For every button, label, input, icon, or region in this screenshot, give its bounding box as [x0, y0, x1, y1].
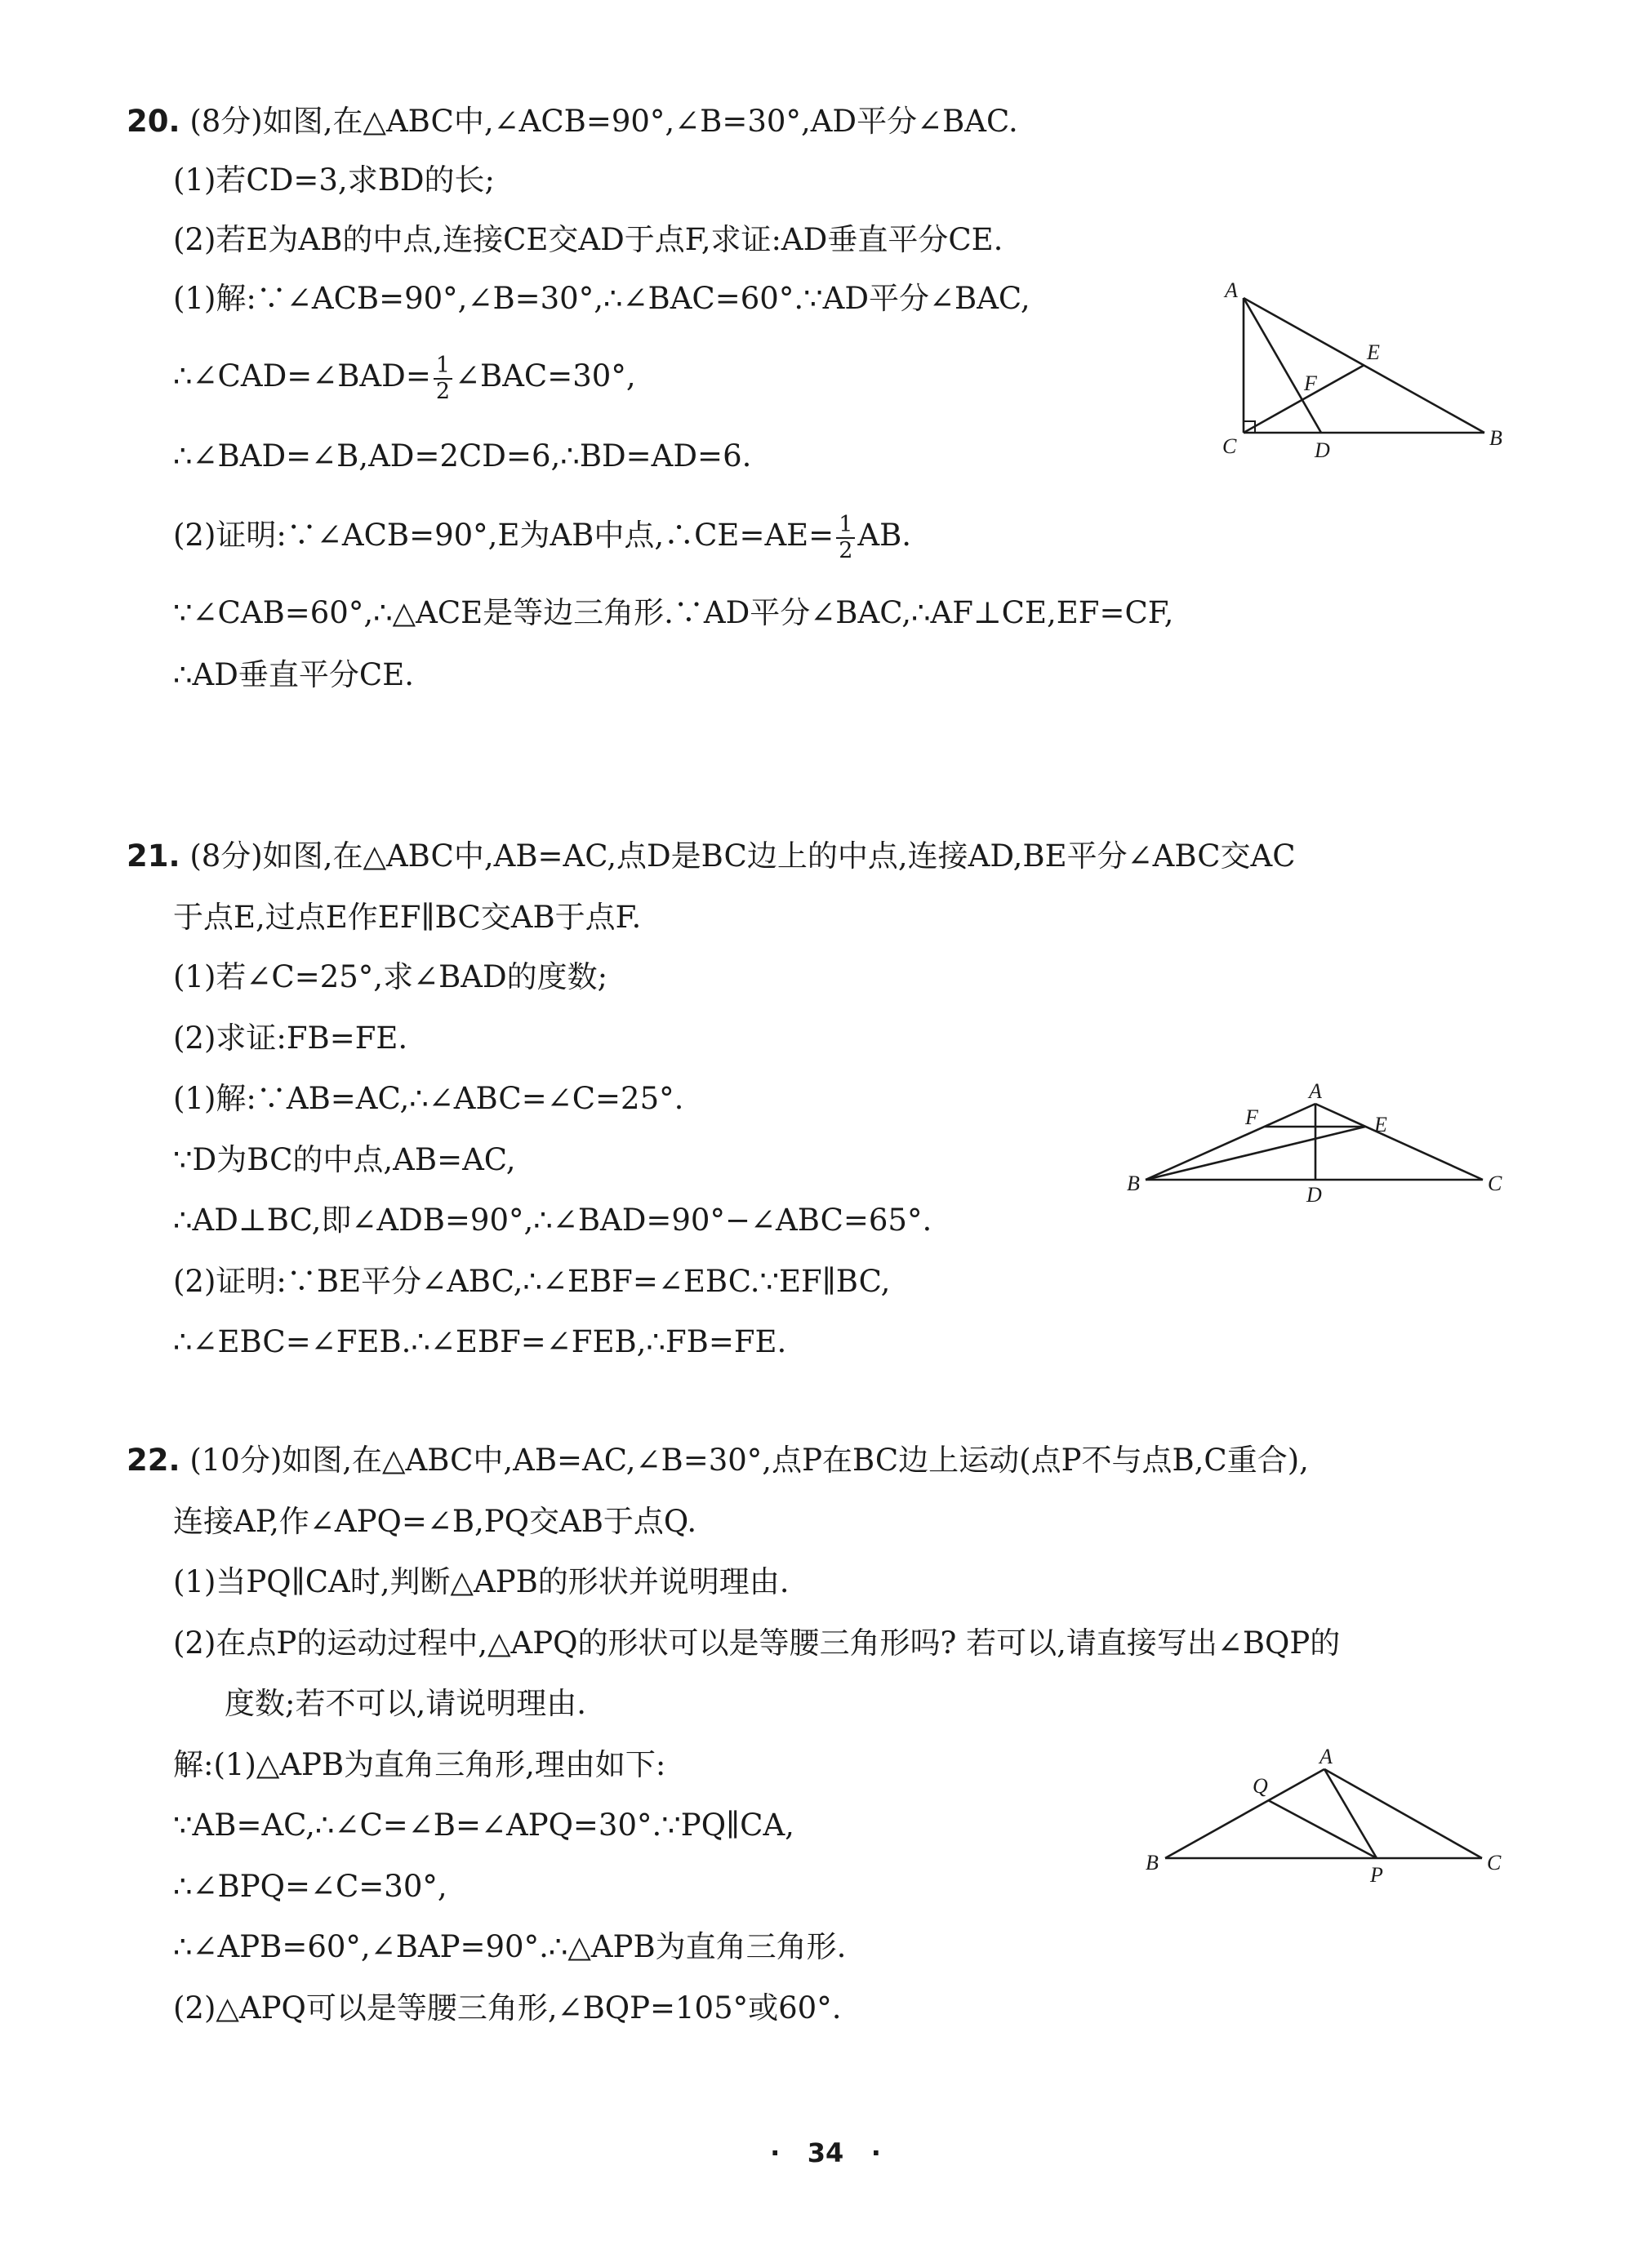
page-number-dot-left: · [770, 2137, 781, 2168]
q21-part1: (1)若∠C=25°,求∠BAD的度数; [173, 959, 608, 994]
q22-label-P: P [1370, 1863, 1383, 1887]
q20-sol2-pre: ∴∠CAD=∠BAD= [173, 358, 431, 394]
page-number-dot-right: · [870, 2137, 881, 2168]
q20-solution-line-6: ∴AD垂直平分CE. [173, 657, 415, 692]
q21-segment-AB [1146, 1104, 1315, 1180]
q20-sol4-post: AB. [857, 518, 912, 553]
q20-sol4-pre: (2)证明:∵∠ACB=90°,E为AB中点,∴CE=AE= [173, 518, 834, 553]
q22-part2: (2)在点P的运动过程中,△APQ的形状可以是等腰三角形吗? 若可以,请直接写出∠BQP的 [173, 1625, 1341, 1661]
q21-triangle-figure [1119, 1070, 1527, 1208]
q20-stem: (8分)如图,在△ABC中,∠ACB=90°,∠B=30°,AD平分∠BAC. [189, 104, 1018, 139]
q20-label-B: B [1489, 426, 1502, 450]
q22-solution-line-1: 解:(1)△APB为直角三角形,理由如下: [173, 1747, 666, 1782]
q22-triangle-figure [1127, 1739, 1527, 1886]
q22-part2-continued: 度数;若不可以,请说明理由. [225, 1686, 586, 1721]
q22-part1: (1)当PQ∥CA时,判断△APB的形状并说明理由. [173, 1564, 790, 1599]
q21-label-D: D [1306, 1183, 1322, 1207]
page-number [0, 2137, 1651, 2168]
q21-solution-line-5: ∴∠EBC=∠FEB.∴∠EBF=∠FEB,∴FB=FE. [173, 1324, 787, 1359]
q20-label-D: D [1315, 438, 1330, 462]
q22-number: 22. [127, 1443, 180, 1478]
q22-segment-AB [1165, 1769, 1324, 1858]
q20-number: 20. [127, 104, 180, 139]
q22-solution-line-3: ∴∠BPQ=∠C=30°, [173, 1869, 447, 1904]
q20-solution-line-5: ∵∠CAB=60°,∴△ACE是等边三角形.∵AD平分∠BAC,∴AF⊥CE,EF=CF, [173, 595, 1174, 630]
q20-triangle-figure [1208, 273, 1519, 461]
q20-segment-AD [1244, 298, 1321, 433]
q22-stem-line [127, 1441, 1309, 1480]
q21-solution-line-2: ∵D为BC的中点,AB=AC, [173, 1142, 516, 1177]
q20-solution-line-2 [173, 347, 636, 406]
q22-stem-continued: 连接AP,作∠APQ=∠B,PQ交AB于点Q. [173, 1504, 697, 1539]
q20-part2: (2)若E为AB的中点,连接CE交AD于点F,求证:AD垂直平分CE. [173, 222, 1004, 257]
q20-sol4-fraction [836, 513, 855, 563]
q20-solution-line-1: (1)解:∵∠ACB=90°,∠B=30°,∴∠BAC=60°.∵AD平分∠BAC, [173, 281, 1030, 316]
q20-solution-line-4 [173, 506, 911, 565]
q22-segment-AC [1324, 1769, 1482, 1858]
q22-solution-line-2: ∵AB=AC,∴∠C=∠B=∠APQ=30°.∵PQ∥CA, [173, 1808, 794, 1843]
q20-label-C: C [1222, 434, 1237, 458]
q21-label-E: E [1374, 1113, 1387, 1136]
q21-label-C: C [1488, 1172, 1502, 1195]
q20-sol2-denominator: 2 [435, 378, 451, 404]
q21-solution-line-1: (1)解:∵AB=AC,∴∠ABC=∠C=25°. [173, 1081, 684, 1116]
q21-label-B: B [1127, 1172, 1140, 1195]
q21-label-A: A [1309, 1079, 1322, 1103]
q20-sol4-denominator: 2 [839, 537, 853, 563]
q21-segment-AC [1315, 1104, 1483, 1180]
q21-solution-line-4: (2)证明:∵BE平分∠ABC,∴∠EBF=∠EBC.∵EF∥BC, [173, 1264, 891, 1299]
q22-label-Q: Q [1253, 1774, 1268, 1798]
q20-sol4-numerator: 1 [836, 513, 855, 539]
q20-label-F: F [1304, 371, 1317, 395]
q20-solution-line-3: ∴∠BAD=∠B,AD=2CD=6,∴BD=AD=6. [173, 438, 752, 474]
q20-label-A: A [1225, 278, 1238, 302]
q21-stem: (8分)如图,在△ABC中,AB=AC,点D是BC边上的中点,连接AD,BE平分∠ABC交AC [189, 838, 1296, 874]
q20-stem-line [127, 102, 1018, 141]
q21-solution-line-3: ∴AD⊥BC,即∠ADB=90°,∴∠BAD=90°−∠ABC=65°. [173, 1203, 932, 1238]
q22-label-B: B [1146, 1851, 1159, 1874]
q22-solution-line-5: (2)△APQ可以是等腰三角形,∠BQP=105°或60°. [173, 1990, 842, 2026]
q21-stem-line [127, 837, 1296, 876]
q20-label-E: E [1367, 340, 1380, 364]
q22-solution-line-4: ∴∠APB=60°,∠BAP=90°.∴△APB为直角三角形. [173, 1929, 847, 1964]
page-number-value: 34 [807, 2137, 844, 2168]
q20-sol2-numerator: 1 [434, 354, 452, 380]
q21-label-F: F [1245, 1105, 1258, 1129]
q22-label-A: A [1319, 1745, 1333, 1768]
q21-segment-BE [1146, 1127, 1365, 1180]
q21-number: 21. [127, 838, 180, 874]
q22-label-C: C [1487, 1851, 1502, 1874]
q20-sol2-post: ∠BAC=30°, [455, 358, 636, 394]
q21-part2: (2)求证:FB=FE. [173, 1021, 408, 1056]
q20-sol2-fraction [434, 354, 452, 404]
q20-part1: (1)若CD=3,求BD的长; [173, 162, 496, 198]
q21-stem-continued: 于点E,过点E作EF∥BC交AB于点F. [173, 900, 642, 935]
q22-stem: (10分)如图,在△ABC中,AB=AC,∠B=30°,点P在BC边上运动(点P不与点B,C重合), [189, 1443, 1309, 1478]
